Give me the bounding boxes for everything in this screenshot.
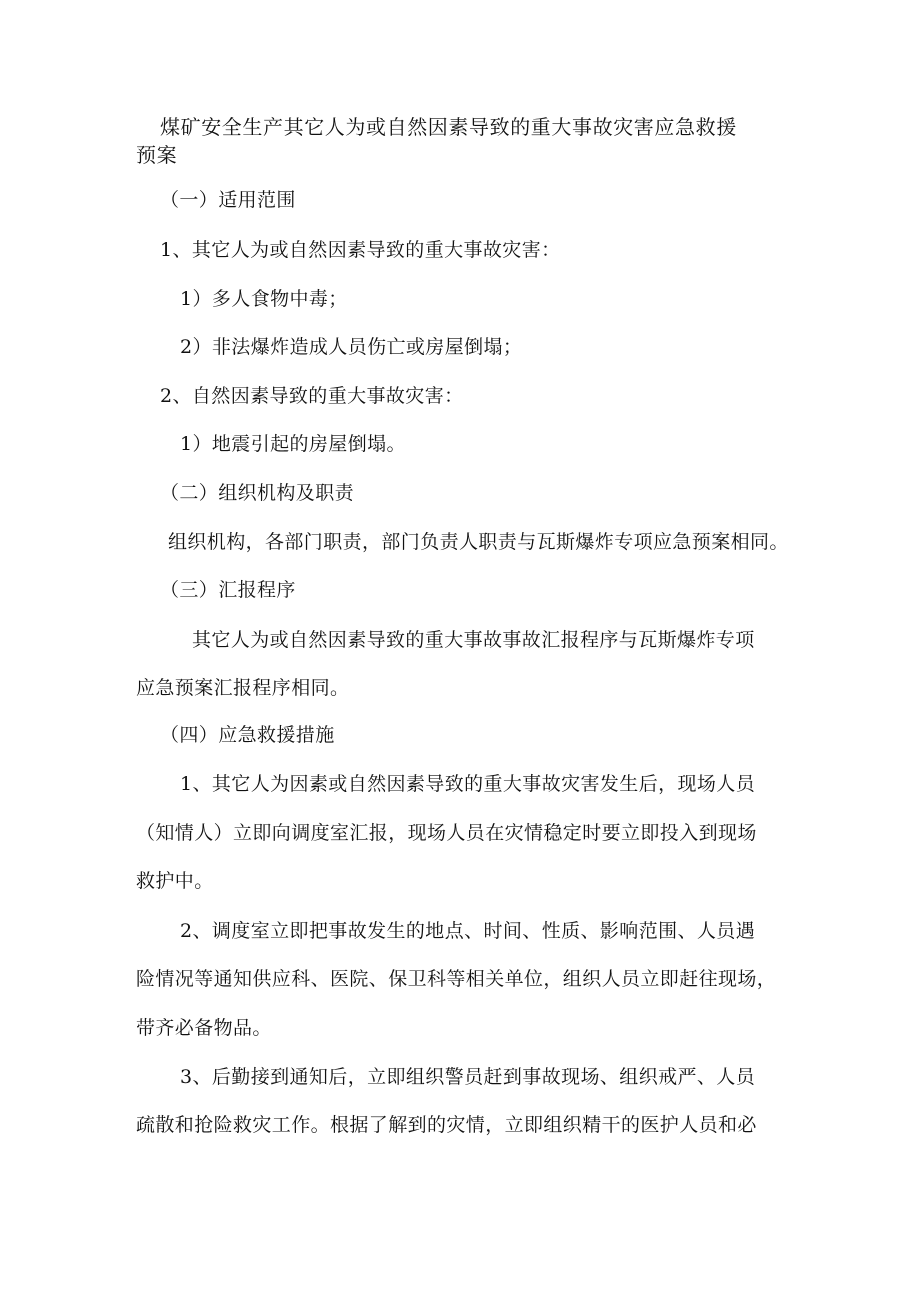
- reporting-text-line-2: 应急预案汇报程序相同。: [136, 677, 350, 699]
- document-title-line-2: 预案: [136, 143, 178, 167]
- measures-p2-line-2: 险情况等通知供应科、医院、保卫科等相关单位，组织人员立即赶往现场，: [136, 968, 777, 990]
- reporting-text-line-1: 其它人为或自然因素导致的重大事故事故汇报程序与瓦斯爆炸专项: [192, 629, 755, 651]
- measures-p3-line-2: 疏散和抢险救灾工作。根据了解到的灾情，立即组织精干的医护人员和必: [136, 1114, 757, 1136]
- section-heading-scope: （一）适用范围: [160, 189, 296, 211]
- measures-p2-line-3: 带齐必备物品。: [136, 1017, 272, 1039]
- organization-text: 组织机构，各部门职责，部门负责人职责与瓦斯爆炸专项应急预案相同。: [168, 531, 789, 553]
- section-heading-reporting: （三）汇报程序: [160, 579, 296, 601]
- scope-item-1-sub-1: 1）多人食物中毒；: [180, 288, 348, 310]
- measures-p2-line-1: 2、调度室立即把事故发生的地点、时间、性质、影响范围、人员遇: [180, 920, 756, 942]
- scope-item-1-sub-2: 2）非法爆炸造成人员伤亡或房屋倒塌；: [180, 336, 523, 358]
- scope-item-2: 2、自然因素导致的重大事故灾害：: [160, 385, 464, 407]
- scope-item-2-sub-1: 1）地震引起的房屋倒塌。: [180, 433, 406, 455]
- document-title-line-1: 煤矿安全生产其它人为或自然因素导致的重大事故灾害应急救援: [160, 115, 737, 139]
- measures-p1-line-3: 救护中。: [136, 870, 214, 892]
- measures-p1-line-2: （知情人）立即向调度室汇报，现场人员在灾情稳定时要立即投入到现场: [136, 822, 757, 844]
- section-heading-organization: （二）组织机构及职责: [160, 482, 355, 504]
- measures-p3-line-1: 3、后勤接到通知后，立即组织警员赶到事故现场、组织戒严、人员: [180, 1066, 756, 1088]
- section-heading-measures: （四）应急救援措施: [160, 724, 335, 746]
- scope-item-1: 1、其它人为或自然因素导致的重大事故灾害：: [160, 239, 561, 261]
- measures-p1-line-1: 1、其它人为因素或自然因素导致的重大事故灾害发生后，现场人员: [180, 773, 756, 795]
